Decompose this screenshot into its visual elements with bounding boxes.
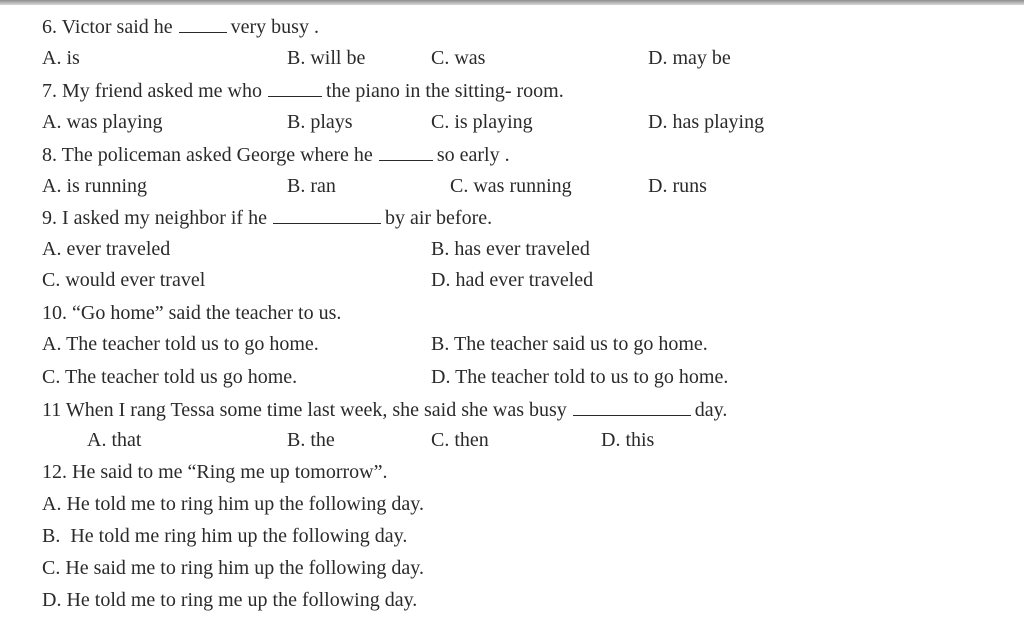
question-6-option-d: D. may be <box>648 47 731 69</box>
question-12-option-d: D. He told me to ring me up the following day. <box>42 589 418 611</box>
question-8-option-b: B. ran <box>287 175 336 197</box>
top-scroll-edge <box>0 0 1024 5</box>
question-10-option-b: B. The teacher said us to go home. <box>431 333 708 355</box>
question-11-option-a: A. that <box>87 429 142 451</box>
question-7-option-b: B. plays <box>287 111 353 133</box>
question-10-stem: 10. “Go home” said the teacher to us. <box>42 302 342 324</box>
question-7-option-a: A. was playing <box>42 111 163 133</box>
question-9-option-d: D. had ever traveled <box>431 269 594 291</box>
question-8-option-d: D. runs <box>648 175 707 197</box>
question-9-option-b: B. has ever traveled <box>431 238 590 260</box>
question-6-text-after: very busy . <box>230 16 319 38</box>
question-7-option-c: C. is playing <box>431 111 533 133</box>
question-8-option-a: A. is running <box>42 175 147 197</box>
question-9-blank <box>273 205 381 224</box>
question-9-text-after: by air before. <box>384 207 493 229</box>
question-8-stem <box>42 142 510 166</box>
question-9-stem <box>42 205 492 229</box>
question-9-option-a: A. ever traveled <box>42 238 171 260</box>
question-7-text-after: the piano in the sitting- room. <box>325 80 564 102</box>
question-6-stem <box>42 14 319 38</box>
question-12-stem: 12. He said to me “Ring me up tomorrow”. <box>42 461 388 483</box>
question-7-stem <box>42 78 564 102</box>
question-11-stem <box>42 397 727 421</box>
question-7-option-d: D. has playing <box>648 111 765 133</box>
question-8-text-before: 8. The policeman asked George where he <box>42 144 373 166</box>
question-11-text-before: 11 When I rang Tessa some time last week, she said she was busy <box>42 399 567 421</box>
question-12-option-a: A. He told me to ring him up the following day. <box>42 493 424 515</box>
question-10-option-d: D. The teacher told to us to go home. <box>431 366 729 388</box>
question-6-blank <box>179 14 227 33</box>
question-7-text-before: 7. My friend asked me who <box>42 80 262 102</box>
question-11-option-c: C. then <box>431 429 489 451</box>
question-6-option-b: B. will be <box>287 47 366 69</box>
question-8-option-c: C. was running <box>450 175 572 197</box>
question-10-option-c: C. The teacher told us go home. <box>42 366 298 388</box>
question-11-option-d: D. this <box>601 429 655 451</box>
question-12-option-b: B. He told me ring him up the following day. <box>42 525 408 547</box>
question-11-option-b: B. the <box>287 429 335 451</box>
question-9-option-c: C. would ever travel <box>42 269 206 291</box>
question-12-option-c: C. He said me to ring him up the following day. <box>42 557 424 579</box>
question-8-text-after: so early . <box>436 144 510 166</box>
question-8-blank <box>379 142 433 161</box>
question-6-text-before: 6. Victor said he <box>42 16 173 38</box>
question-6-option-a: A. is <box>42 47 80 69</box>
question-9-text-before: 9. I asked my neighbor if he <box>42 207 267 229</box>
question-7-blank <box>268 78 322 97</box>
question-11-blank <box>573 397 691 416</box>
question-6-option-c: C. was <box>431 47 486 69</box>
question-10-option-a: A. The teacher told us to go home. <box>42 333 319 355</box>
question-11-text-after: day. <box>694 399 728 421</box>
